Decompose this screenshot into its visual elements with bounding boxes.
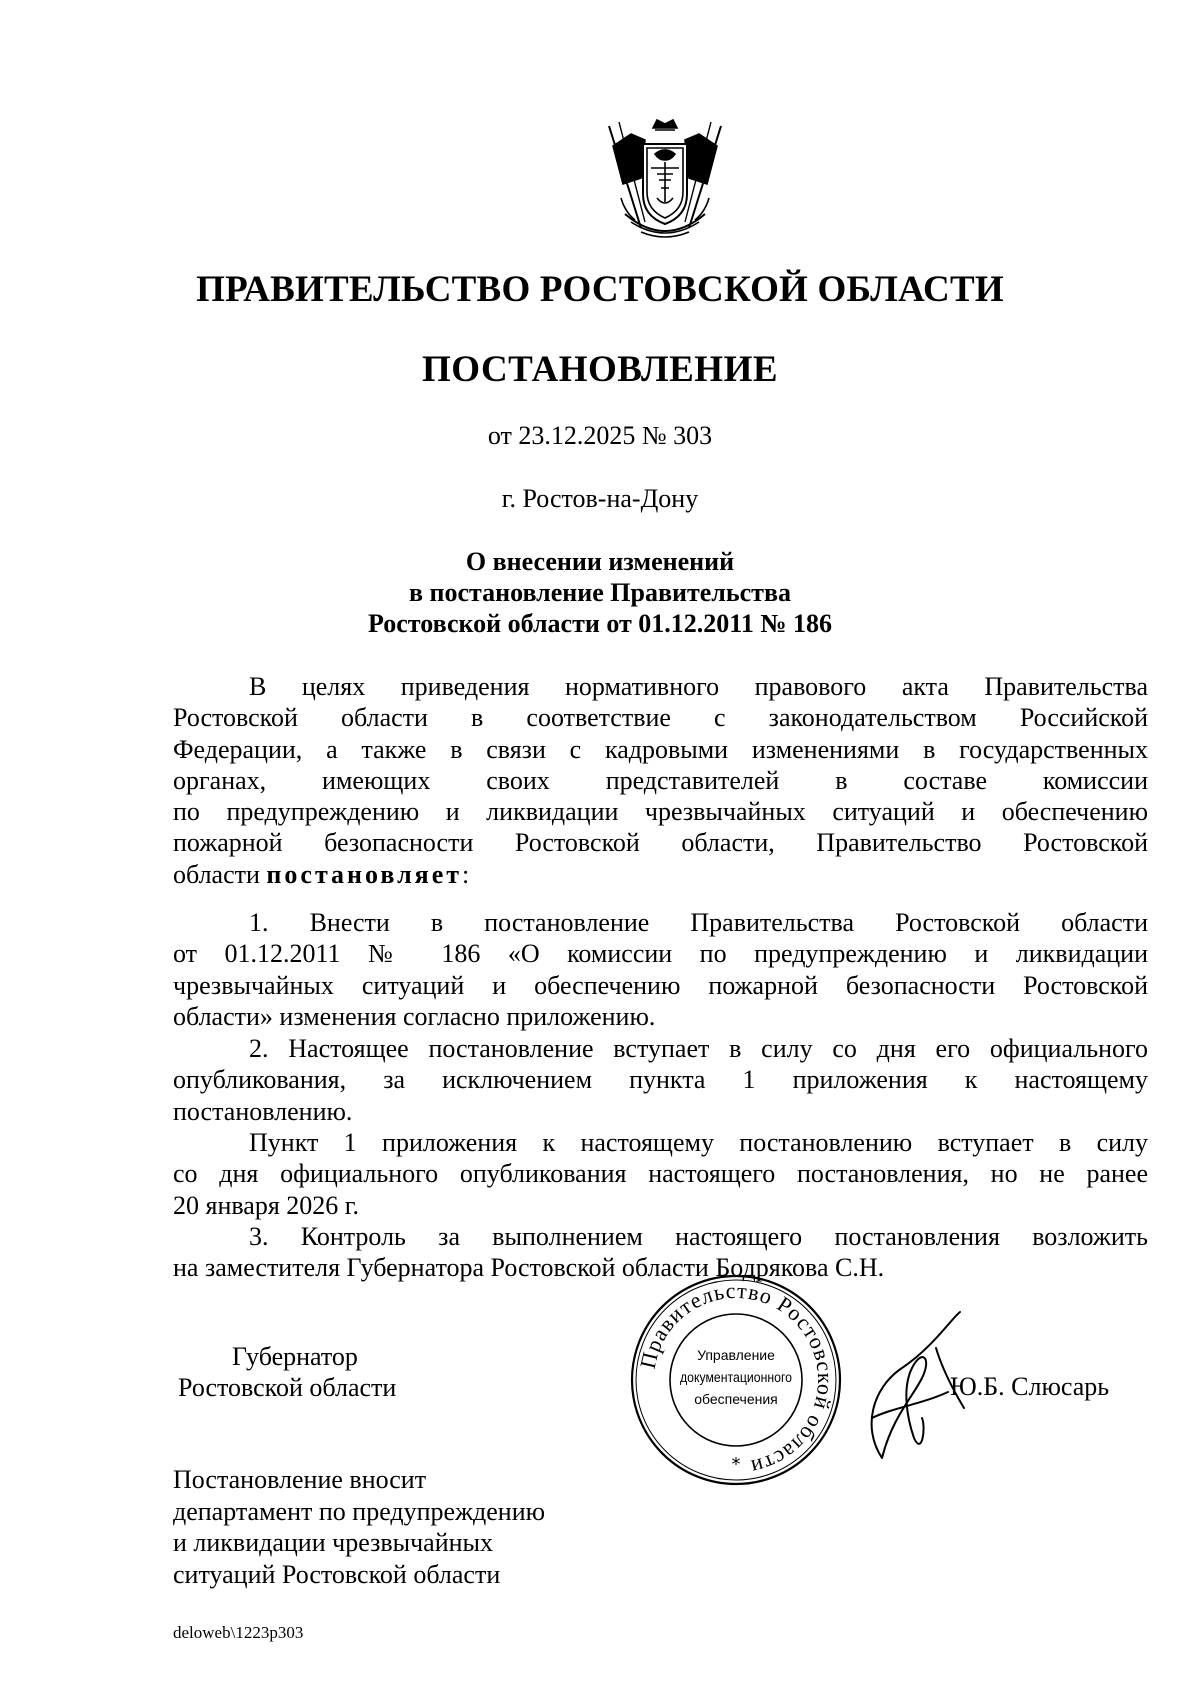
preamble-paragraph [173, 671, 1148, 890]
document-subject [0, 546, 1200, 639]
item-2b-paragraph [173, 1127, 1148, 1221]
subject-line: в постановление Правительства [408, 578, 791, 607]
coat-of-arms-emblem [601, 118, 729, 244]
government-title: ПРАВИТЕЛЬСТВО РОСТОВСКОЙ ОБЛАСТИ [196, 269, 1004, 310]
preamble-line: по предупреждению и ликвидации чрезвычайных ситуаций и обеспечению [173, 797, 1148, 827]
item-line: от 01.12.2011 № 186 «О комиссии по предупреждению и ликвидации [173, 939, 1148, 969]
handwritten-signature [852, 1308, 968, 1470]
item-line: 2. Настоящее постановление вступает в силу со дня его официального [249, 1034, 1148, 1063]
preamble-line [173, 859, 1148, 890]
resolves-word: постановляет [266, 859, 463, 889]
item-line: чрезвычайных ситуаций и обеспечению пожарной безопасности Ростовской [173, 970, 1148, 1000]
document-city: г. Ростов-на-Дону [501, 484, 699, 513]
preamble-last-suffix: : [462, 859, 470, 889]
item-line: 3. Контроль за выполнением настоящего постановления возложить [249, 1222, 1148, 1251]
preamble-line: Федерации, а также в связи с кадровыми изменениями в государственных [173, 734, 1148, 764]
contributor-line: ситуаций Ростовской области [173, 1559, 501, 1589]
item-line: области» изменения согласно приложению. [173, 1001, 656, 1031]
item-1-paragraph [173, 907, 1148, 1032]
contributor-line: и ликвидации чрезвычайных [173, 1528, 493, 1557]
signatory-position: Губернатор [232, 1342, 358, 1371]
item-line: на заместителя Губернатора Ростовской области Бодрякова С.Н. [173, 1253, 885, 1283]
stamp-center-line: документационного [680, 1369, 793, 1385]
document-date-number: от 23.12.2025 № 303 [487, 421, 713, 450]
official-stamp [626, 1270, 846, 1490]
preamble-line: Ростовской области в соответствие с законодательством Российской [173, 703, 1148, 733]
signatory-region: Ростовской области [178, 1373, 397, 1402]
preamble-line: В целях приведения нормативного правового акта Правительства [249, 672, 1148, 701]
subject-line: Ростовской области от 01.12.2011 № 186 [368, 609, 832, 638]
stamp-star-icon: * [731, 1454, 741, 1475]
preamble-line: органах, имеющих своих представителей в составе комиссии [173, 765, 1148, 795]
preamble-line: пожарной безопасности Ростовской области, Правительство Ростовской [173, 828, 1148, 858]
item-line: Пункт 1 приложения к настоящему постановлению вступает в силу [249, 1128, 1148, 1157]
item-line: 1. Внести в постановление Правительства Ростовской области [249, 908, 1148, 937]
item-line: опубликования, за исключением пункта 1 приложения к настоящему [173, 1065, 1148, 1095]
stamp-center-line: обеспечения [694, 1391, 778, 1407]
item-line: 20 января 2026 г. [173, 1190, 360, 1220]
signatory-name: Ю.Б. Слюсарь [950, 1372, 1110, 1401]
contributor-block [173, 1464, 545, 1590]
stamp-center-line: Управление [697, 1347, 775, 1363]
item-2-paragraph [173, 1033, 1148, 1127]
contributor-line: департамент по предупреждению [173, 1496, 546, 1526]
item-line: постановлению. [173, 1096, 353, 1126]
item-line: со дня официального опубликования настоящего постановления, но не ранее [173, 1159, 1148, 1189]
document-file-code: deloweb\1223p303 [173, 1623, 304, 1642]
document-type: ПОСТАНОВЛЕНИЕ [421, 349, 779, 390]
stamp-ring-text: Правительство Ростовской области [634, 1277, 839, 1481]
contributor-line: Постановление вносит [173, 1465, 427, 1494]
subject-line: О внесении изменений [465, 547, 735, 576]
preamble-last-prefix: области [173, 859, 267, 889]
